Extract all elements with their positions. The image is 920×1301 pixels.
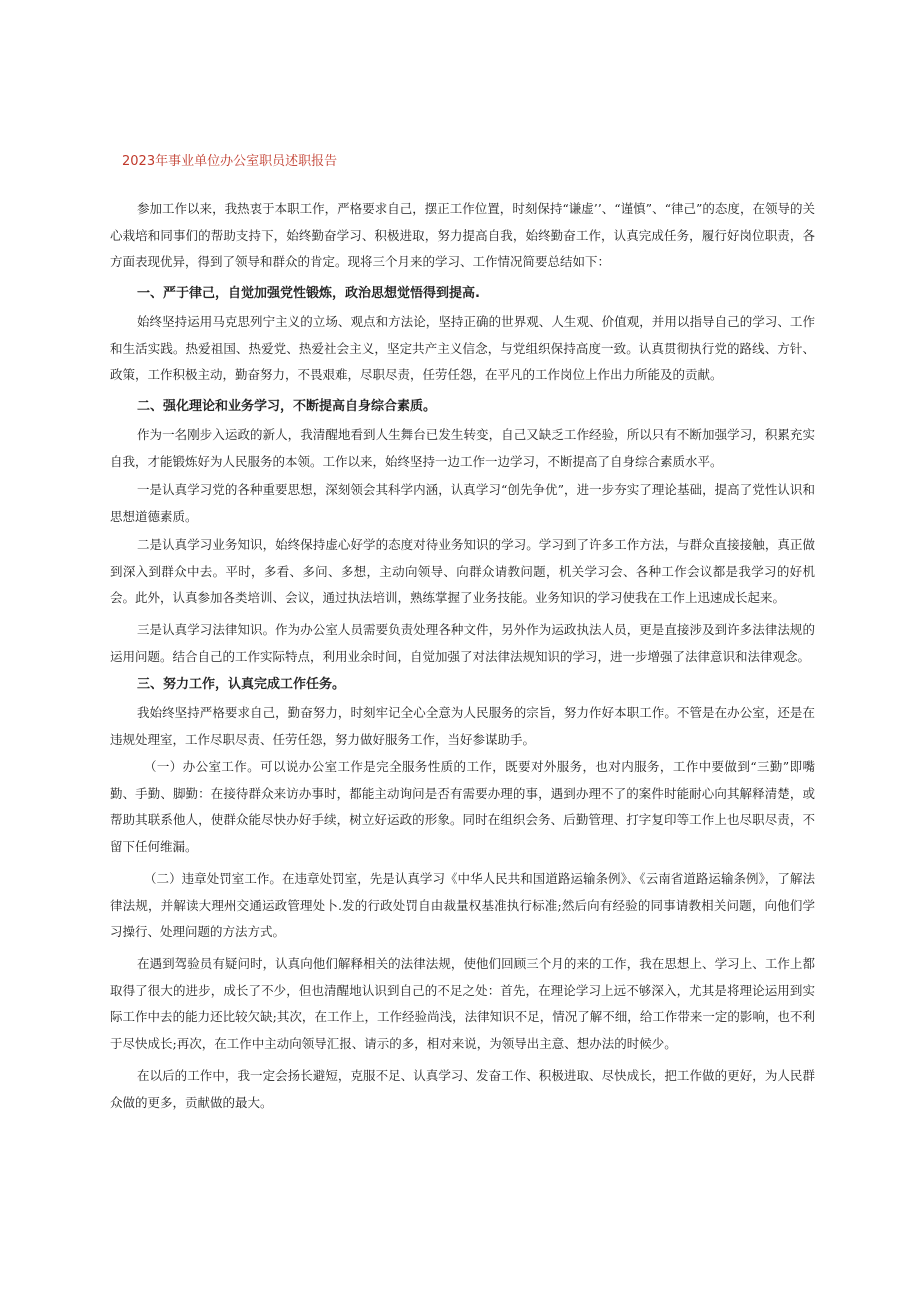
paragraph-6: 我始终坚持严格要求自己，勤奋努力，时刻牢记全心全意为人民服务的宗旨，努力作好本职工作。不管是在办公室，还是在违规处理室，工作尽职尽责、任劳任怨，努力做好服务工作，当好参谋助手。	[110, 705, 815, 747]
section-heading-1: 一、严于律己，自觉加强党性锻炼，政治思想觉悟得到提高.	[137, 286, 480, 301]
paragraph-3: 一是认真学习党的各种重要思想，深刻领会其科学内涵，认真学习“创先争优”，进一步夯实了理论基础，提高了党性认识和思想道德素质。	[110, 482, 815, 524]
paragraph-10: 在以后的工作中，我一定会扬长避短，克服不足、认真学习、发奋工作、积极进取、尽快成长，把工作做的更好，为人民群众做的更多，贡献做的最大。	[110, 1068, 815, 1110]
paragraph-8: （二）违章处罚室工作。在违章处罚室，先是认真学习《中华人民共和国道路运输条例》、《云南省道路运输条例》，了解法律法规，并解读大理州交通运政管理处卜.发的行政处罚自由裁量权基准执行标准;然后向有经验的同事请教相关问题，向他们学习操行、处理问题的方法方式。	[110, 871, 815, 939]
section-heading-2: 二、强化理论和业务学习，不断提高自身综合素质。	[137, 399, 437, 414]
paragraph-7: （一）办公室工作。可以说办公室工作是完全服务性质的工作，既要对外服务，也对内服务，工作中要做到“三勤”即嘴勤、手勤、脚勤：在接待群众来访办事时，都能主动询问是否有需要办理的事，遇到办理不了的案件时能耐心向其解释清楚，或帮助其联系他人，使群众能尽快办好手续，树立好运政的形象。同时在组织会务、后勤管理、打字复印等工作上也尽职尽责，不留下任何维漏。	[110, 759, 815, 854]
paragraph-intro: 参加工作以来，我热衷于本职工作，严格要求自己，摆正工作位置，时刻保持“谦虚’’、“谨慎”、“律己”的态度，在领导的关心栽培和同事们的帮助支持下，始终勤奋学习、积极进取，努力提高自我，始终勤奋工作，认真完成任务，履行好岗位职责，各方面表现优异，得到了领导和群众的肯定。现将三个月来的学习、工作情况简要总结如下：	[110, 201, 815, 269]
section-heading-3: 三、努力工作，认真完成工作任务。	[137, 677, 346, 692]
paragraph-9: 在遇到驾验员有疑问时，认真向他们解释相关的法律法规，使他们回顾三个月的来的工作，我在思想上、学习上、工作上都取得了很大的进步，成长了不少，但也清醒地认识到自己的不足之处：首先，在理论学习上远不够深入，尤其是将理论运用到实际工作中去的能力还比较欠缺;其次，在工作上，工作经验尚浅，法律知识不足，情况了解不细，给工作带来一定的影响，也不利于尽快成长;再次，在工作中主动向领导汇报、请示的多，相对来说，为领导出主意、想办法的时候少。	[110, 956, 815, 1051]
paragraph-5: 三是认真学习法律知识。作为办公室人员需要负责处理各种文件，另外作为运政执法人员，更是直接涉及到许多法律法规的运用问题。结合自己的工作实际特点，利用业余时间，自觉加强了对法律法规知识的学习，进一步增强了法律意识和法律观念。	[110, 622, 815, 664]
paragraph-4: 二是认真学习业务知识，始终保持虚心好学的态度对待业务知识的学习。学习到了许多工作方法，与群众直接接触，真正做到深入到群众中去。平时，多看、多问、多想，主动向领导、向群众请教问题，机关学习会、各种工作会议都是我学习的好机会。此外，认真参加各类培训、会议，通过执法培训，熟练掌握了业务技能。业务知识的学习使我在工作上迅速成长起来。	[110, 537, 815, 605]
document-title: 2023年事业单位办公室职员述职报告	[122, 154, 338, 169]
paragraph-1: 始终坚持运用马克思列宁主义的立场、观点和方法论，坚持正确的世界观、人生观、价值观，并用以指导自己的学习、工作和生活实践。热爱祖国、热爱党、热爱社会主义，坚定共产主义信念，与党组织保持高度一致。认真贯彻执行党的路线、方针、政策，工作积极主动，勤奋努力，不畏艰难，尽职尽责，任劳任怨，在平凡的工作岗位上作出力所能及的贡献。	[110, 314, 815, 382]
paragraph-2: 作为一名刚步入运政的新人，我清醒地看到人生舞台已发生转变，自己又缺乏工作经验，所以只有不断加强学习，积累充实自我，才能锻炼好为人民服务的本领。工作以来，始终坚持一边工作一边学习，不断提高了自身综合素质水平。	[110, 427, 815, 469]
